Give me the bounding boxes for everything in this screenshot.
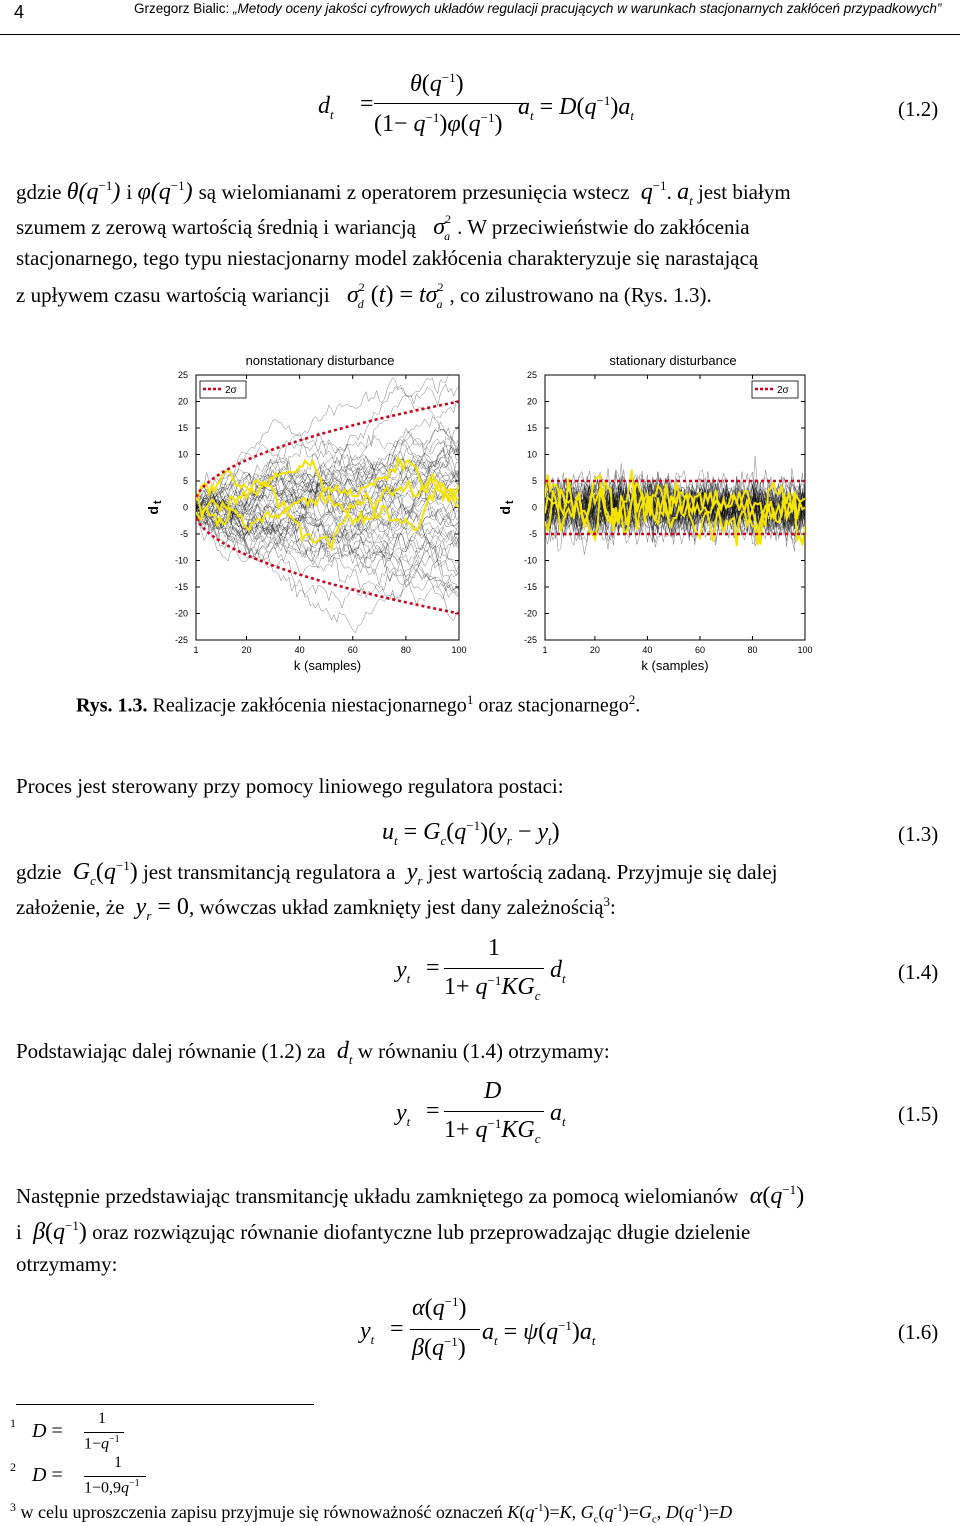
legend-label: 2σ: [777, 385, 789, 396]
footnote-mark: 3: [10, 1500, 16, 1514]
legend-box: [752, 381, 798, 398]
math-dt: $d_t$: [330, 1038, 353, 1067]
text-line: otrzymamy:: [16, 1252, 118, 1276]
chart-stationary: [497, 353, 813, 673]
running-title-text: „Metody oceny jakości cyfrowych układów regulacji pracujących w warunkach stacjonarnych zakłóceń przypadkowych”: [233, 1, 942, 16]
y-tick-label: -5: [528, 529, 537, 539]
text: szumem z zerową wartością średnią i wariancją: [16, 215, 416, 239]
equation-number: (1.5): [898, 1102, 939, 1126]
y-tick-label: 15: [177, 423, 188, 433]
y-tick-label: -25: [523, 635, 537, 645]
caption-footnote-mark: 2: [628, 692, 636, 707]
y-tick-label: 0: [182, 502, 188, 513]
legend-label: 2σ: [225, 385, 237, 396]
text-line: [16, 282, 712, 309]
y-tick-label: -10: [174, 555, 188, 566]
math-yr-zero: $y_r = 0$: [129, 894, 189, 923]
x-axis-label: k (samples): [293, 658, 362, 673]
running-title-author: Grzegorz Bialic:: [134, 1, 234, 16]
text-line: [16, 858, 956, 889]
math-gc: $G_c(q^{-1})$: [66, 858, 138, 888]
y-tick-label: -10: [523, 555, 537, 566]
header-rule: [0, 34, 960, 35]
y-tick-label: 5: [531, 476, 537, 486]
text: i: [126, 180, 133, 204]
equation-number: (1.4): [898, 960, 939, 984]
y-tick-label: -20: [523, 608, 537, 619]
math-q-inverse: $q^{-1}$: [634, 178, 667, 205]
math-alpha: $\alpha(q^{-1})$: [743, 1182, 805, 1209]
legend-box: [200, 381, 246, 398]
text: jest wartością zadaną. Przyjmuje się dalej: [427, 860, 778, 884]
y-tick-label: -25: [174, 635, 188, 645]
text: jest białym: [697, 180, 791, 204]
running-title: [134, 1, 941, 16]
text: są wielomianami z operatorem przesunięcia wstecz: [198, 180, 630, 204]
caption-text: Realizacje zakłócenia niestacjonarnego: [147, 694, 467, 717]
equation-number: (1.2): [898, 97, 939, 121]
caption-text: oraz stacjonarnego: [473, 694, 629, 717]
text: z upływem czasu wartością wariancji: [16, 283, 330, 307]
x-tick-label: 60: [347, 645, 358, 655]
footnote-mark: 1: [10, 1416, 16, 1430]
text: gdzie: [16, 860, 62, 884]
x-tick-label: 20: [241, 645, 252, 655]
y-tick-label: -15: [174, 582, 188, 592]
y-tick-label: 5: [182, 476, 188, 486]
text: . W przeciwieństwie do zakłócenia: [457, 215, 750, 239]
footnote-text: w celu uproszczenia zapisu przyjmuje się równoważność oznaczeń: [20, 1502, 503, 1522]
x-tick-label: 40: [294, 645, 305, 655]
x-tick-label: 1: [193, 645, 199, 655]
text: gdzie: [16, 180, 62, 204]
chart-nonstationary: [145, 353, 467, 673]
math-variance: $\sigma^2_d$ $(t) = t\sigma^2_a$: [334, 280, 444, 311]
y-tick-label: -5: [179, 529, 188, 539]
footnote-mark: 2: [10, 1460, 16, 1474]
text-line: założenie, że $y_r = 0$, wówczas układ zamknięty jest dany zależnością$^3$:: [16, 894, 616, 923]
math-beta: $\beta(q^{-1})$: [27, 1218, 87, 1245]
footnote-1: 1 D = 1 $1-q^{-1}$: [10, 1416, 150, 1466]
math-sigma-a: $\sigma^2_a$: [421, 212, 452, 243]
y-axis-label-subscript: t: [152, 500, 164, 505]
math-at: $a_t$: [677, 179, 693, 208]
equation-1-3: $u_t = G_c(q^{-1})(y_r - y_t)$: [382, 818, 560, 848]
x-tick-label: 80: [747, 645, 758, 655]
caption-label: Rys. 1.3.: [76, 694, 148, 717]
text-line: gdzie $\theta(q^{-1})$ i $\varphi(q^{-1})$ są wielomianami z operatorem przesunięcia wstecz $q^{-1}$. $a_t$ jest białym: [16, 178, 791, 208]
caption-text: .: [635, 694, 641, 717]
y-axis-label: $d_t$: [497, 500, 516, 515]
text: w równaniu (1.4) otrzymamy:: [357, 1039, 610, 1063]
x-tick-label: 20: [589, 645, 600, 655]
equation-number: (1.6): [898, 1320, 939, 1344]
text: i: [16, 1220, 22, 1244]
caption-footnote-mark: 1: [466, 692, 474, 707]
x-axis-label: k (samples): [641, 658, 709, 673]
x-tick-label: 100: [797, 645, 813, 655]
y-tick-label: 10: [526, 449, 537, 460]
y-tick-label: -15: [523, 582, 537, 592]
legend: [200, 381, 246, 398]
figure-caption: [76, 692, 640, 718]
chart-title: nonstationary disturbance: [245, 353, 395, 368]
footnote-mark: 3: [603, 894, 611, 909]
math-theta: $\theta(q^{-1})$: [66, 178, 127, 205]
x-tick-label: 100: [451, 645, 467, 655]
chart-title: stationary disturbance: [609, 353, 737, 368]
y-axis-label: $d_t$: [145, 500, 164, 515]
text: założenie, że: [16, 895, 125, 919]
text-line: [16, 1038, 610, 1068]
y-axis-label-subscript: t: [504, 500, 516, 505]
footnote-2: 2 D = 1 $1-0,9q^{-1}$: [10, 1460, 170, 1510]
x-tick-label: 1: [542, 645, 548, 655]
footnote-3: $^3$ w celu uproszczenia zapisu przyjmuje się równoważność oznaczeń $K(q^{-1})=K$, $G_c(q^{-1})=G_c$, $D(q^{-1})=D$: [10, 1500, 733, 1526]
y-tick-label: 25: [526, 370, 537, 380]
x-tick-label: 60: [694, 645, 705, 655]
math-phi: $\varphi(q^{-1})$: [137, 178, 199, 205]
equation-1-2: $d_t$ = $\theta(q^{-1})$ $(1- q^{-1})\varphi(q^{-1})$ $a_t = D(q^{-1})a_t$: [318, 70, 634, 137]
page-number: 4: [14, 2, 25, 22]
text: , wówczas układ zamknięty jest dany zależnością: [188, 895, 604, 919]
math-yr: $y_r$: [400, 859, 423, 888]
y-tick-label: -20: [174, 608, 188, 619]
y-tick-label: 20: [526, 396, 537, 407]
equation-number: (1.3): [898, 822, 939, 846]
text: oraz rozwiązując równanie diofantyczne lub przeprowadzając długie dzielenie: [92, 1220, 751, 1244]
text-line: [16, 214, 956, 241]
footnote-math: K: [507, 1502, 520, 1522]
y-tick-label: 10: [177, 449, 188, 460]
text: , co zilustrowano na (Rys. 1.3).: [449, 283, 712, 307]
equation-1-5: $y_t$ = D $1+ q^{-1}KG_c$ $a_t$: [396, 1078, 566, 1146]
equation-1-6: $y_t$ = $\alpha(q^{-1})$ $\beta(q^{-1})$ $a_t = \psi(q^{-1})a_t$: [360, 1294, 596, 1361]
legend: [752, 381, 798, 398]
figure-1-3: [0, 340, 960, 685]
x-tick-label: 80: [400, 645, 411, 655]
text: Następnie przedstawiając transmitancję układu zamkniętego za pomocą wielomianów: [16, 1184, 739, 1208]
x-tick-label: 40: [642, 645, 653, 655]
equation-1-4: $y_t$ = 1 $1+ q^{-1}KG_c$ $d_t$: [396, 935, 566, 1003]
y-tick-label: 25: [177, 370, 188, 380]
text-line: [16, 1182, 956, 1210]
text: jest transmitancją regulatora a: [142, 860, 396, 884]
text-line: [16, 1218, 956, 1246]
footnote-rule: [16, 1404, 314, 1405]
y-tick-label: 20: [177, 396, 188, 407]
text: Podstawiając dalej równanie (1.2) za: [16, 1039, 326, 1063]
text-line: Proces jest sterowany przy pomocy liniowego regulatora postaci:: [16, 774, 564, 798]
y-tick-label: 15: [526, 423, 537, 433]
y-tick-label: 0: [531, 502, 537, 513]
plot-area: [196, 375, 459, 640]
text-line: stacjonarnego, tego typu niestacjonarny model zakłócenia charakteryzuje się narastającą: [16, 246, 759, 270]
